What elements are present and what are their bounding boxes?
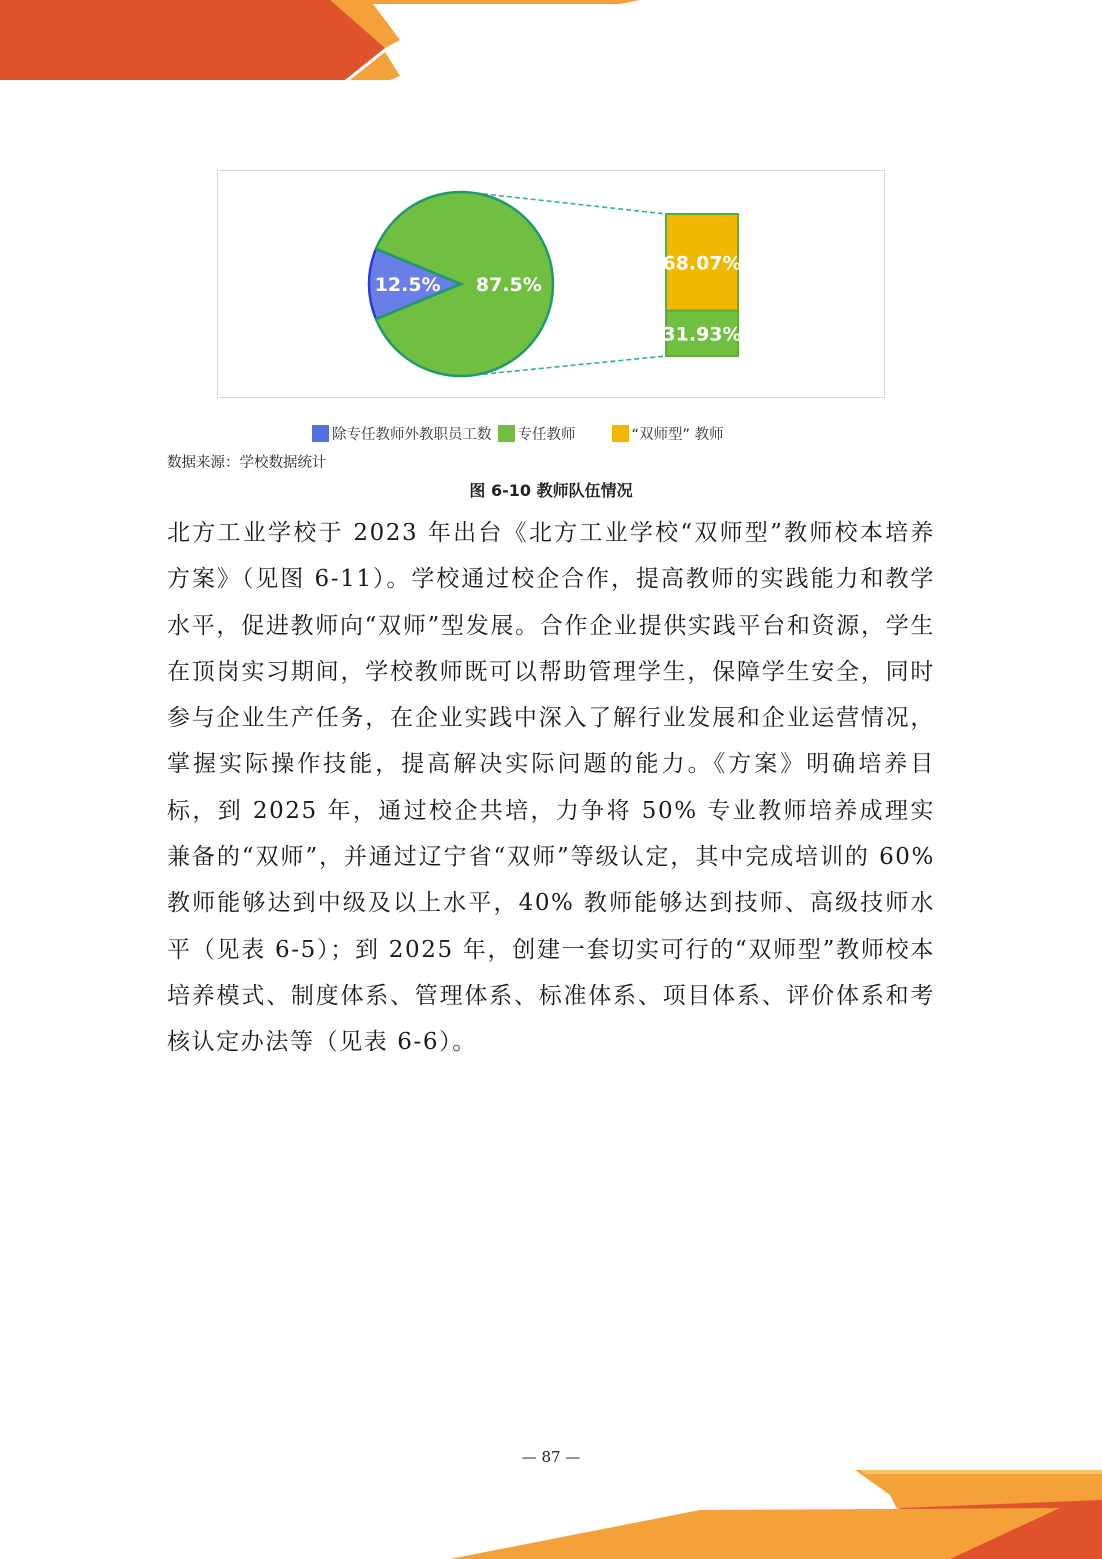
bar-label-0: 68.07% [662,252,742,275]
top-left-banner [0,0,640,80]
data-source-note: 数据来源：学校数据统计 [167,455,327,471]
legend-swatch-dual-teacher [612,425,629,442]
legend-label-staff: 除专任教师外教职员工数 [332,426,492,443]
body-paragraph: 北方工业学校于 2023 年出台《北方工业学校“双师型”教师校本培养方案》（见图 6-11）。学校通过校企合作，提高教师的实践能力和教学水平，促进教师向“双师”型发展。合作企业提供实践平台和资源，学生在顶岗实习期间，学校教师既可以帮助管理学生，保障学生安全，同时参与企业生产任务，在企业实践中深入了解行业发展和企业运营情况，掌握实际操作技能，提高解决实际问题的能力。《方案》明确培养目标，到 2025 年，通过校企共培，力争将 50% 专业教师培养成理实兼备的“双师”，并通过辽宁省“双师”等级认定，其中完成培训的 60% 教师能够达到中级及以上水平，40% 教师能够达到技师、高级技师水平（见表 6-5）；到 2025 年，创建一套切实可行的“双师型”教师校本培养模式、制度体系、管理体系、标准体系、项目体系、评价体系和考核认定办法等（见表 6-6）。 [167,520,935,1056]
bar-of-pie-chart [218,171,886,399]
legend-label-dual-teacher: “双师型” 教师 [631,426,724,443]
legend-item-fulltime [498,423,576,444]
bar-label-1: 31.93% [662,323,742,346]
figure-caption: 图 6-10 教师队伍情况 [469,481,633,500]
legend-swatch-staff [312,425,329,442]
page-number: — 87 — [521,1448,581,1466]
legend-swatch-fulltime [498,425,515,442]
legend-item-staff [312,423,492,444]
pie-label-1: 87.5% [475,274,542,296]
bottom-right-banner [450,1470,1102,1559]
pie-label-0: 12.5% [374,274,441,296]
legend-label-fulltime: 专任教师 [517,426,576,443]
chart-legend [312,422,730,444]
chart-frame [217,170,885,398]
legend-item-dual-teacher [612,423,724,444]
